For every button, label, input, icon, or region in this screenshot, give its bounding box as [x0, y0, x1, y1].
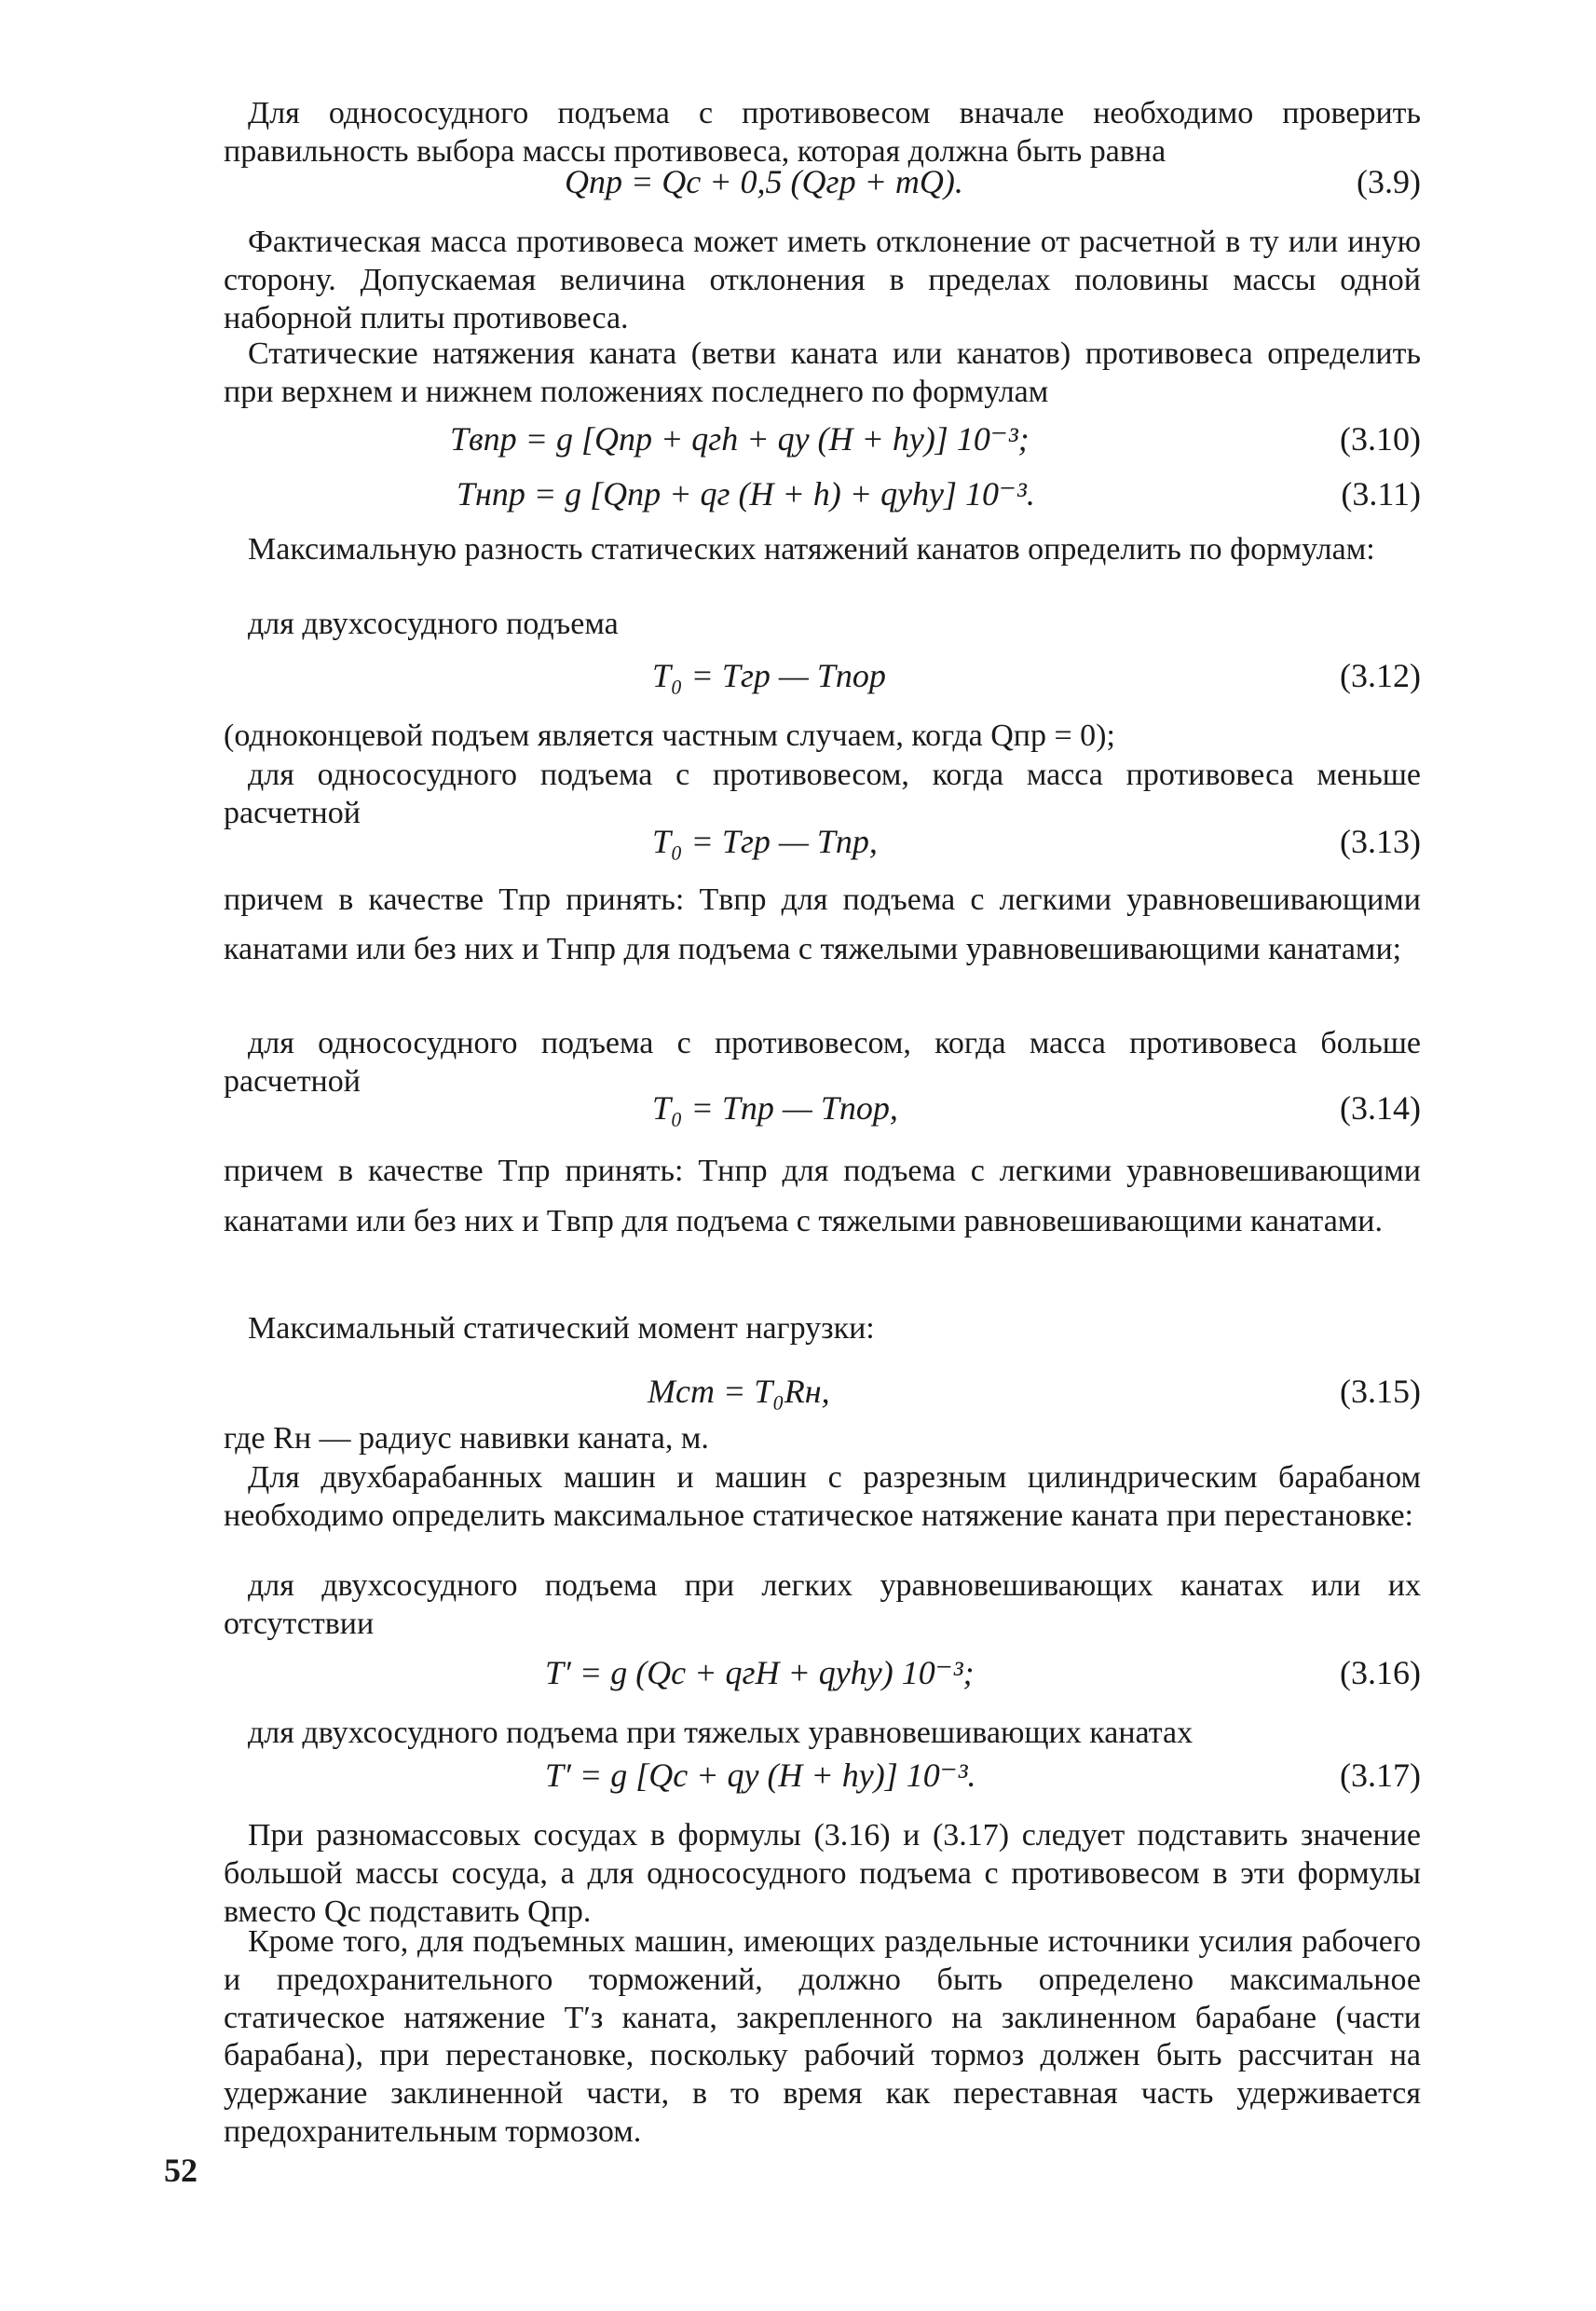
equation-3-13	[224, 818, 1421, 865]
equation-3-9	[224, 158, 1421, 205]
page-number: 52	[164, 2152, 198, 2189]
paragraph-5: для двухсосудного подъема	[248, 607, 619, 641]
equation-formula: T₀ = Tпр — Tпор,	[652, 1089, 898, 1127]
equation-formula: Tнпр = g [Qпр + qг (H + h) + qуhу] 10⁻³.	[457, 475, 1035, 513]
equation-3-11	[224, 471, 1421, 517]
equation-3-15	[224, 1368, 1421, 1415]
paragraph-12: где Rн — радиус навивки каната, м.	[224, 1421, 709, 1456]
equation-formula: Qпр = Qc + 0,5 (Qгр + mQ).	[565, 163, 963, 200]
equation-number: (3.17)	[1340, 1757, 1421, 1794]
paragraph-8: причем в качестве Tпр принять: Tвпр для подъема с легкими уравновешивающими канатами или без них и Tнпр для подъема с тяжелыми уравновешивающими канатами;	[224, 882, 1421, 966]
equation-number: (3.13)	[1340, 823, 1421, 860]
paragraph-14: для двухсосудного подъема при легких уравновешивающих канатах или их отсутствии	[224, 1568, 1421, 1641]
equation-number: (3.14)	[1340, 1089, 1421, 1127]
paragraph-17: Кроме того, для подъемных машин, имеющих раздельные источники усилия рабочего и предохранительного торможений, должно быть определено максимальное статическое натяжение T′з каната, закрепленного на заклиненном барабане (части барабана), при перестановке, поскольку рабочий тормоз должен быть рассчитан на удержание заклиненной части, в то время как переставная часть удерживается предохранительным тормозом.	[224, 1924, 1421, 2149]
paragraph-10: причем в качестве Tпр принять: Tнпр для подъема с легкими уравновешивающими канатами или без них и Tвпр для подъема с тяжелыми равновешивающими канатами.	[224, 1154, 1421, 1239]
equation-3-12	[224, 652, 1421, 699]
equation-formula: T′ = g (Qc + qгH + qуhу) 10⁻³;	[545, 1654, 975, 1691]
equation-number: (3.9)	[1357, 163, 1421, 200]
equation-number: (3.16)	[1340, 1654, 1421, 1691]
equation-number: (3.12)	[1340, 657, 1421, 694]
paragraph-3: Статические натяжения каната (ветви каната или канатов) противовеса определить при верхнем и нижнем положениях последнего по формулам	[224, 336, 1421, 409]
paragraph-6: (одноконцевой подъем является частным случаем, когда Qпр = 0);	[224, 718, 1115, 753]
paragraph-7: для однососудного подъема с противовесом, когда масса противовеса меньше расчетной	[224, 758, 1421, 830]
equation-formula: T₀ = Tгр — Tпор	[652, 657, 886, 694]
paragraph-11: Максимальный статический момент нагрузки:	[248, 1311, 875, 1346]
equation-formula: T₀ = Tгр — Tпр,	[652, 823, 878, 860]
equation-3-17	[224, 1752, 1421, 1798]
paragraph-13: Для двухбарабанных машин и машин с разрезным цилиндрическим барабаном необходимо определить максимальное статическое натяжение каната при перестановке:	[224, 1460, 1421, 1533]
equation-number: (3.11)	[1341, 475, 1421, 513]
paragraph-16: При разномассовых сосудах в формулы (3.16) и (3.17) следует подставить значение большой массы сосуда, а для однососудного подъема с противовесом в эти формулы вместо Qc подставить Qпр.	[224, 1818, 1421, 1929]
paragraph-9: для однососудного подъема с противовесом, когда масса противовеса больше расчетной	[224, 1026, 1421, 1099]
paragraph-1: Для однососудного подъема с противовесом вначале необходимо проверить правильность выбора массы противовеса, которая должна быть равна	[224, 96, 1421, 169]
paragraph-2: Фактическая масса противовеса может иметь отклонение от расчетной в ту или иную сторону. Допускаемая величина отклонения в пределах половины массы одной наборной плиты противовеса.	[224, 225, 1421, 335]
equation-number: (3.15)	[1340, 1373, 1421, 1410]
equation-3-14	[224, 1085, 1421, 1131]
equation-3-10	[224, 416, 1421, 462]
equation-number: (3.10)	[1340, 420, 1421, 458]
equation-formula: Mст = T₀Rн,	[648, 1373, 830, 1410]
paragraph-4: Максимальную разность статических натяжений канатов определить по формулам:	[248, 532, 1375, 567]
equation-formula: Tвпр = g [Qпр + qгh + qу (H + hу)] 10⁻³;	[450, 420, 1030, 458]
equation-3-16	[224, 1649, 1421, 1696]
equation-formula: T′ = g [Qc + qу (H + hу)] 10⁻³.	[545, 1757, 976, 1794]
paragraph-15: для двухсосудного подъема при тяжелых уравновешивающих канатах	[248, 1716, 1194, 1750]
